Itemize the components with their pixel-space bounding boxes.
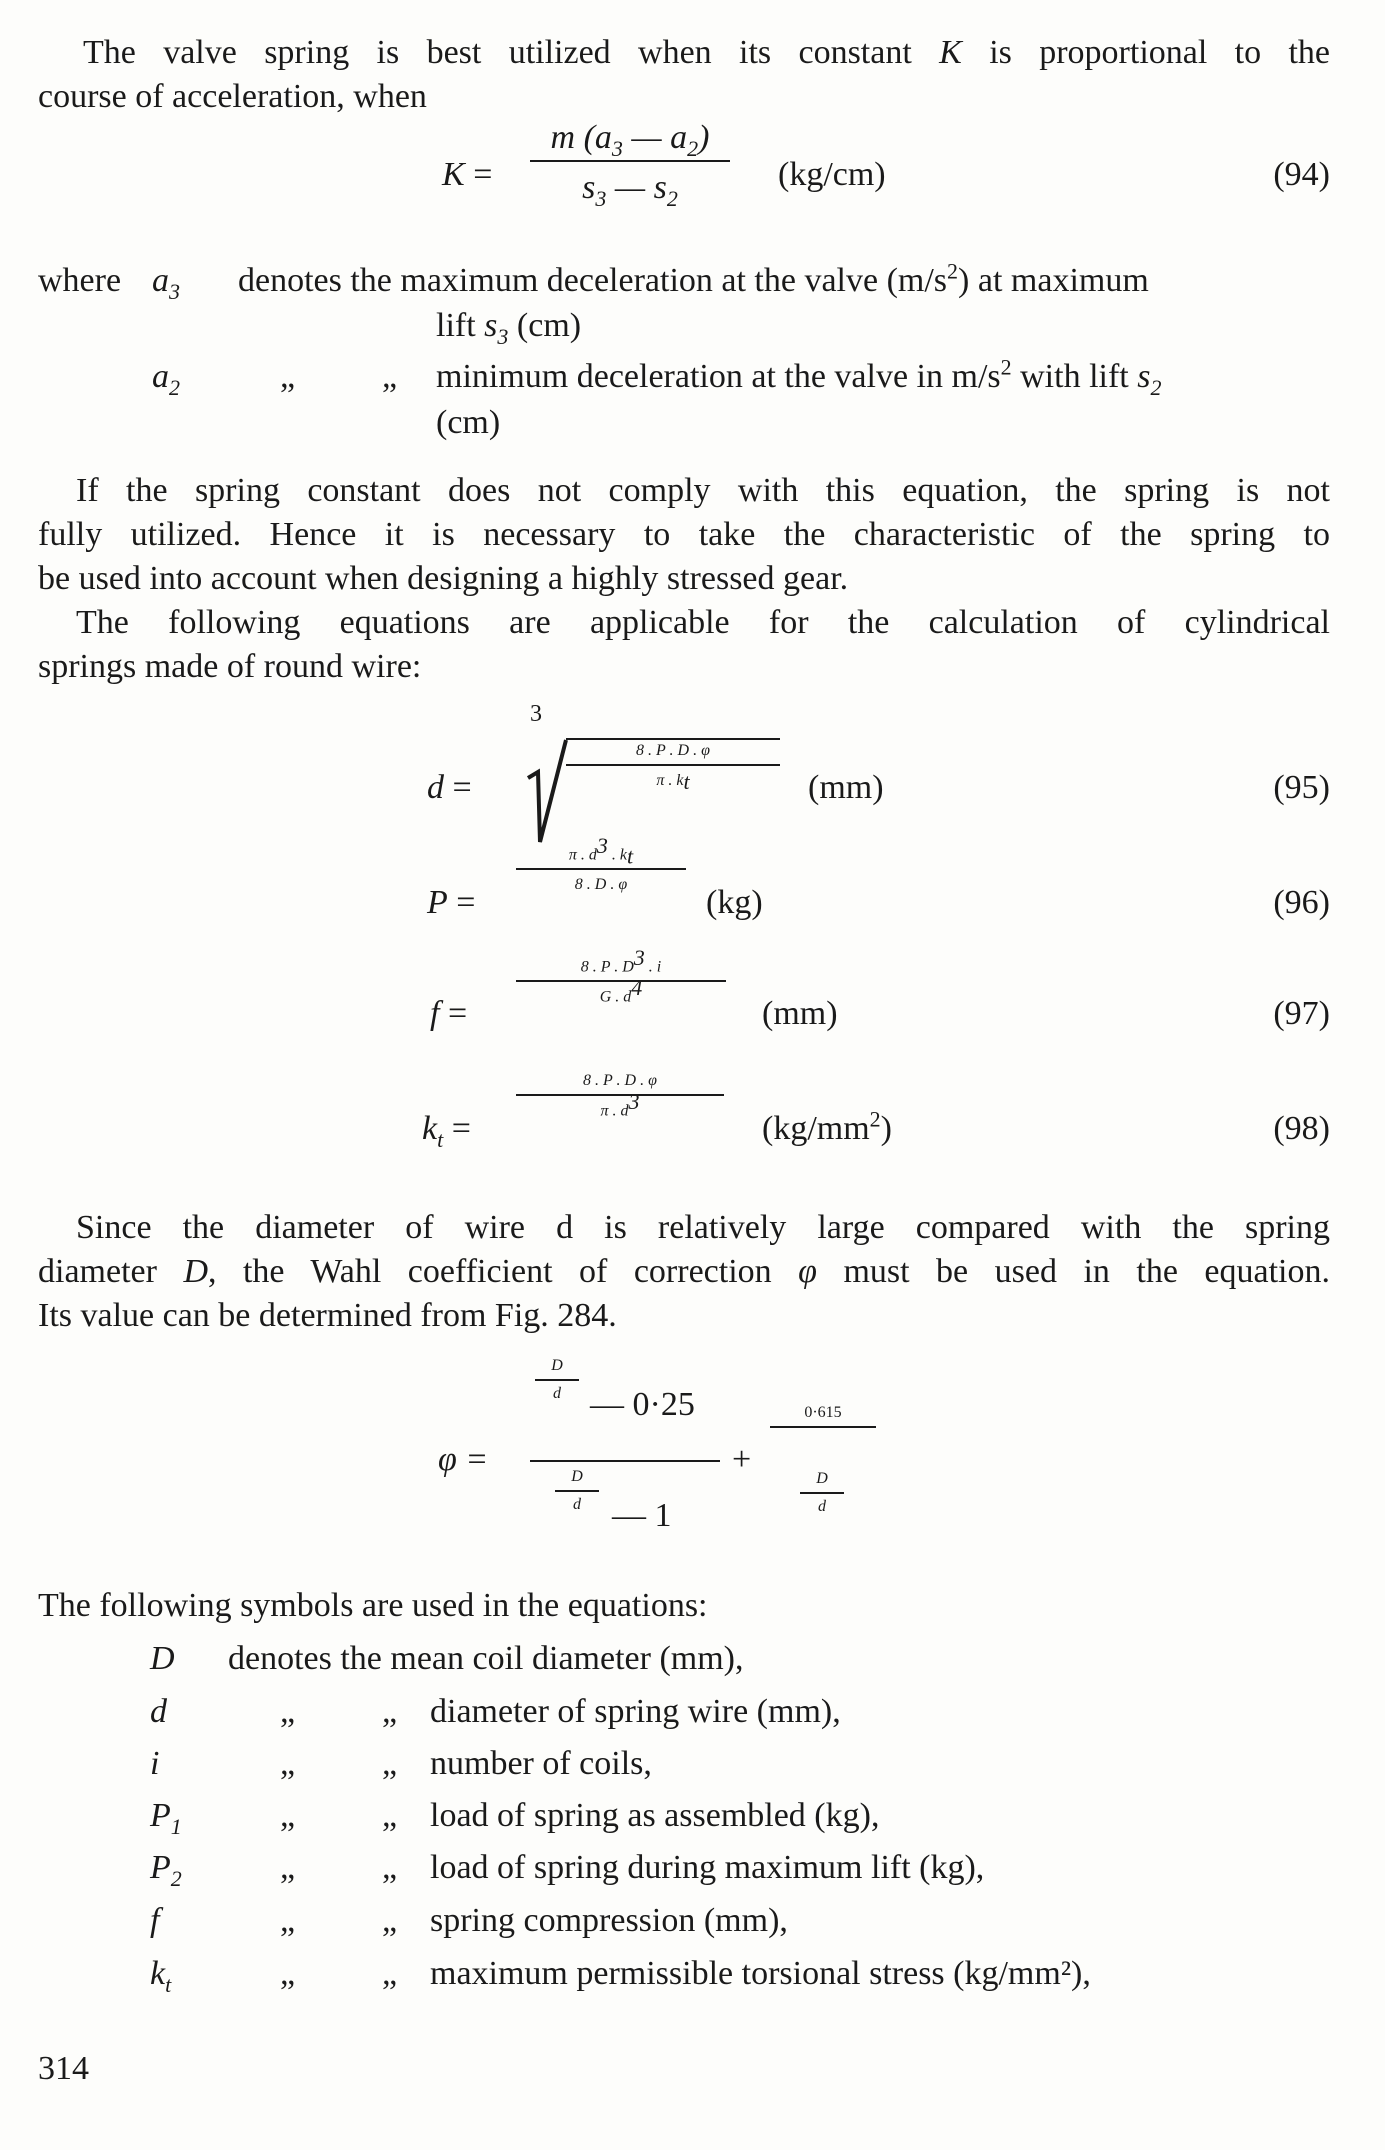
eq94-fraction bbox=[530, 118, 730, 211]
symbol: $P_1$ bbox=[150, 1797, 182, 1839]
eq98-denominator: π . $d^3$ bbox=[600, 1089, 640, 1120]
para1-line2: course of acceleration, when bbox=[38, 78, 427, 115]
ditto-mark: „ bbox=[280, 1902, 296, 1939]
ditto-mark: „ bbox=[280, 1955, 296, 1992]
constant-0615: 0·615 bbox=[804, 1404, 842, 1421]
ditto-mark: „ bbox=[280, 1849, 296, 1886]
eq94-denominator: $s_3$ — $s_2$ bbox=[582, 169, 678, 211]
where-word: where bbox=[38, 262, 122, 299]
eq98-lhs: $k_t$ = bbox=[422, 1110, 471, 1152]
symbol-description: spring compression (mm), bbox=[430, 1902, 788, 1939]
eq97-fraction bbox=[516, 945, 726, 1007]
phi-minus-025: — 0·25 bbox=[590, 1386, 695, 1423]
symbol-d: d bbox=[573, 1496, 581, 1513]
eq97-numerator: 8 . P . $D^3$ . i bbox=[580, 945, 662, 976]
para4-line3: Its value can be determined from Fig. 284. bbox=[38, 1297, 617, 1334]
phi-right-fraction bbox=[770, 1404, 876, 1432]
ditto-mark: „ bbox=[382, 1955, 398, 1992]
symbol-description: diameter of spring wire (mm), bbox=[430, 1693, 841, 1730]
eq97-denominator: G . $d^4$ bbox=[599, 975, 643, 1006]
phi-minus-1: — 1 bbox=[612, 1497, 672, 1534]
phi-num-fraction bbox=[535, 1357, 579, 1403]
ditto-mark: „ bbox=[382, 1902, 398, 1939]
eq97-number: (97) bbox=[1273, 995, 1330, 1032]
eq95-denominator: π . $k_t$ bbox=[656, 769, 690, 795]
eq98-numerator: 8 . P . D . φ bbox=[583, 1072, 657, 1089]
symbol: d bbox=[150, 1693, 167, 1730]
root-vinculum bbox=[566, 738, 780, 740]
symbol: $P_2$ bbox=[150, 1849, 182, 1891]
eq96-denominator: 8 . D . φ bbox=[574, 876, 628, 894]
para2-line3: be used into account when designing a highly stressed gear. bbox=[38, 560, 849, 597]
symbol-D: D bbox=[551, 1357, 563, 1374]
ditto-mark: „ bbox=[382, 1745, 398, 1782]
eq95-root-index: 3 bbox=[530, 701, 542, 727]
eq96-numerator: π . $d^3$ . $k_t$ bbox=[568, 833, 634, 869]
ditto-mark: „ bbox=[280, 1693, 296, 1730]
eq97-lhs: f = bbox=[430, 995, 468, 1032]
symbol-description: load of spring during maximum lift (kg), bbox=[430, 1849, 985, 1886]
para4-line1: Since the diameter of wire d is relatively large compared with the spring bbox=[76, 1209, 1330, 1246]
symbol-D: D bbox=[816, 1470, 828, 1487]
eq95-number: (95) bbox=[1273, 769, 1330, 806]
eq98-number: (98) bbox=[1273, 1110, 1330, 1147]
cube-root-sign-icon bbox=[522, 738, 570, 848]
para2-line1: If the spring constant does not comply with this equation, the spring is not bbox=[76, 472, 1330, 509]
ditto-mark: „ bbox=[280, 358, 296, 395]
page-number: 314 bbox=[38, 2050, 89, 2087]
symbol-description: number of coils, bbox=[430, 1745, 652, 1782]
eq96-lhs: P = bbox=[427, 884, 476, 921]
eq95-numerator: 8 . P . D . φ bbox=[636, 742, 710, 759]
ditto-mark: „ bbox=[280, 1797, 296, 1834]
symbol-description: denotes the mean coil diameter (mm), bbox=[228, 1640, 744, 1677]
eq96-number: (96) bbox=[1273, 884, 1330, 921]
where-a3-desc1: denotes the maximum deceleration at the valve $(m/s^2)$ at maximum bbox=[238, 258, 1149, 299]
symbol: D bbox=[150, 1640, 175, 1677]
para3-line1: The following equations are applicable for the calculation of cylindrical bbox=[76, 604, 1330, 641]
text: is proportional to the bbox=[961, 34, 1330, 71]
phi-den-fraction bbox=[555, 1468, 599, 1514]
ditto-mark: „ bbox=[382, 358, 398, 395]
para4-line2: diameter D, the Wahl coefficient of correction φ must be used in the equation. bbox=[38, 1253, 1330, 1290]
eq94-lhs: K = bbox=[442, 156, 493, 193]
eq95-unit: (mm) bbox=[808, 769, 884, 806]
phi-eq-lhs: φ = bbox=[438, 1441, 489, 1478]
where-a2-desc2: (cm) bbox=[436, 404, 501, 441]
phi-plus: + bbox=[732, 1441, 752, 1478]
ditto-mark: „ bbox=[382, 1849, 398, 1886]
symbol-d: d bbox=[553, 1385, 561, 1402]
para2-line2: fully utilized. Hence it is necessary to take the characteristic of the spring to bbox=[38, 516, 1330, 553]
symbol-d: d bbox=[818, 1498, 826, 1515]
eq96-unit: (kg) bbox=[706, 884, 763, 921]
para1-line1 bbox=[38, 33, 1330, 73]
eq95-lhs: d = bbox=[427, 769, 472, 806]
symbol: i bbox=[150, 1745, 160, 1782]
text: The valve spring is best utilized when its constant bbox=[83, 34, 940, 71]
ditto-mark: „ bbox=[382, 1797, 398, 1834]
eq96-fraction bbox=[516, 833, 686, 894]
eq94-number: (94) bbox=[1273, 156, 1330, 193]
eq94-numerator: m ($a_3$ — $a_2$) bbox=[550, 119, 710, 161]
eq97-unit: (mm) bbox=[762, 995, 838, 1032]
symbol-D: D bbox=[571, 1468, 583, 1485]
where-a3-desc2: lift $s_3$ (cm) bbox=[436, 307, 582, 349]
symbol-K: K bbox=[939, 34, 962, 71]
where-a3-symbol: $a_3$ bbox=[152, 262, 180, 304]
para3-line2: springs made of round wire: bbox=[38, 648, 422, 685]
eq94-unit: (kg/cm) bbox=[778, 156, 886, 193]
where-a2-symbol: $a_2$ bbox=[152, 358, 180, 400]
phi-main-bar bbox=[530, 1460, 720, 1462]
symbols-intro: The following symbols are used in the equations: bbox=[38, 1587, 708, 1624]
eq95-fraction bbox=[566, 742, 780, 795]
symbol: f bbox=[150, 1902, 160, 1939]
symbol: $k_t$ bbox=[150, 1955, 172, 1997]
eq98-fraction bbox=[516, 1072, 724, 1120]
symbol-description: maximum permissible torsional stress (kg/mm²), bbox=[430, 1955, 1091, 1992]
symbol-description: load of spring as assembled (kg), bbox=[430, 1797, 880, 1834]
ditto-mark: „ bbox=[280, 1745, 296, 1782]
eq98-unit: $(kg/mm^2)$ bbox=[762, 1106, 892, 1147]
where-a2-desc1: minimum deceleration at the valve in $m/s^2$ with lift $s_2$ bbox=[436, 354, 1162, 400]
ditto-mark: „ bbox=[382, 1693, 398, 1730]
phi-right-den-fraction bbox=[800, 1470, 844, 1516]
